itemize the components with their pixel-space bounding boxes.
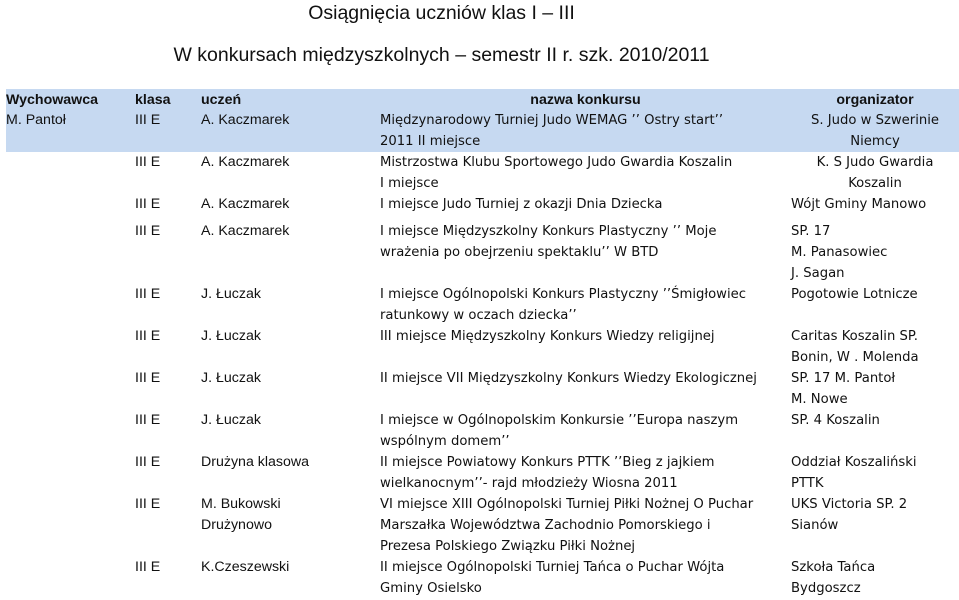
cell-klasa: III E: [135, 223, 161, 239]
cell-wychowawca: [6, 215, 135, 284]
cell-klasa: III E: [135, 559, 161, 575]
header-konkurs: nazwa konkursu: [380, 89, 791, 110]
cell-klasa: III E: [135, 412, 161, 428]
cell-uczen: A. Kaczmarek: [201, 223, 290, 239]
cell-uczen: J. Łuczak: [201, 370, 261, 386]
cell-wychowawca: M. Pantoł: [6, 110, 135, 152]
cell-klasa: III E: [135, 196, 161, 212]
cell-klasa: III E: [135, 154, 161, 170]
header-wychowawca: Wychowawca: [6, 89, 135, 110]
table-row: [6, 326, 959, 368]
cell-wychowawca: [6, 368, 135, 410]
cell-uczen: A. Kaczmarek: [201, 110, 380, 152]
table-row: [6, 110, 959, 152]
cell-klasa: III E: [135, 286, 161, 302]
cell-klasa: III E: [135, 370, 161, 386]
table-row: [6, 494, 959, 557]
table-body: [6, 110, 959, 599]
cell-uczen: A. Kaczmarek: [201, 154, 290, 170]
cell-uczen: J. Łuczak: [201, 412, 261, 428]
cell-organizator: S. Judo w Szwerinie Niemcy: [791, 110, 959, 152]
cell-klasa: III E: [135, 454, 161, 470]
cell-klasa: III E: [135, 496, 161, 512]
cell-wychowawca: [6, 410, 135, 452]
cell-konkurs: I miejsce Ogólnopolski Konkurs Plastyczny ’’Śmigłowiec ratunkowy w oczach dziecka’’: [380, 287, 746, 323]
cell-wychowawca: [6, 557, 135, 599]
table-row: [6, 410, 959, 452]
cell-konkurs: I miejsce Judo Turniej z okazji Dnia Dziecka: [380, 197, 663, 212]
cell-konkurs: I miejsce Międzyszkolny Konkurs Plastyczny ’’ Moje wrażenia po obejrzeniu spektaklu’’ W BTD: [380, 224, 717, 260]
cell-klasa: III E: [135, 110, 201, 152]
cell-klasa: III E: [135, 328, 161, 344]
cell-organizator: Oddział Koszaliński PTTK: [791, 455, 917, 491]
cell-organizator: SP. 17 M. Pantoł M. Nowe: [791, 371, 896, 407]
header-klasa: klasa: [135, 89, 201, 110]
cell-organizator: UKS Victoria SP. 2 Sianów: [791, 497, 908, 533]
cell-uczen: J. Łuczak: [201, 328, 261, 344]
cell-konkurs: VI miejsce XIII Ogólnopolski Turniej Piłki Nożnej O Puchar Marszałka Województwa Zachodnio Pomorskiego i Prezesa Polskiego Związku Piłki Nożnej: [380, 497, 754, 554]
cell-konkurs: Mistrzostwa Klubu Sportowego Judo Gwardia Koszalin I miejsce: [380, 155, 733, 191]
cell-uczen: A. Kaczmarek: [201, 196, 290, 212]
page-title: Osiągnięcia uczniów klas I – III: [308, 2, 575, 24]
cell-konkurs: Międzynarodowy Turniej Judo WEMAG ’’ Ostry start’’ 2011 II miejsce: [380, 110, 791, 152]
cell-konkurs: II miejsce Ogólnopolski Turniej Tańca o Puchar Wójta Gminy Osielsko: [380, 560, 725, 596]
cell-wychowawca: [6, 494, 135, 557]
cell-wychowawca: [6, 152, 135, 194]
achievements-table: [6, 89, 959, 599]
table-row: [6, 452, 959, 494]
cell-wychowawca: [6, 194, 135, 215]
cell-uczen: Drużyna klasowa: [201, 454, 310, 470]
table-row: [6, 194, 959, 215]
cell-konkurs: II miejsce VII Międzyszkolny Konkurs Wiedzy Ekologicznej: [380, 371, 757, 386]
header-uczen: uczeń: [201, 89, 380, 110]
cell-konkurs: II miejsce Powiatowy Konkurs PTTK ’’Bieg z jajkiem wielkanocnym’’- rajd młodzieży Wiosna 2011: [380, 455, 715, 491]
cell-wychowawca: [6, 284, 135, 326]
cell-organizator: Pogotowie Lotnicze: [791, 287, 918, 302]
cell-organizator: Caritas Koszalin SP. Bonin, W . Molenda: [791, 329, 919, 365]
table-row: [6, 557, 959, 599]
cell-organizator: K. S Judo Gwardia Koszalin: [816, 155, 934, 191]
cell-organizator: SP. 17 M. Panasowiec J. Sagan: [791, 224, 888, 281]
cell-wychowawca: [6, 326, 135, 368]
cell-organizator: Wójt Gminy Manowo: [791, 197, 927, 212]
page-subtitle: W konkursach międzyszkolnych – semestr II r. szk. 2010/2011: [173, 44, 710, 66]
table-row: [6, 284, 959, 326]
table-header-row: [6, 89, 959, 110]
cell-uczen: J. Łuczak: [201, 286, 261, 302]
cell-konkurs: I miejsce w Ogólnopolskim Konkursie ’’Europa naszym wspólnym domem’’: [380, 413, 739, 449]
cell-konkurs: III miejsce Międzyszkolny Konkurs Wiedzy religijnej: [380, 329, 715, 344]
table-row: [6, 215, 959, 284]
table-row: [6, 152, 959, 194]
header-organizator: organizator: [791, 89, 959, 110]
cell-organizator: SP. 4 Koszalin: [791, 413, 880, 428]
cell-organizator: Szkoła Tańca Bydgoszcz: [791, 560, 876, 596]
cell-uczen: K.Czeszewski: [201, 559, 290, 575]
cell-wychowawca: [6, 452, 135, 494]
table-row: [6, 368, 959, 410]
cell-uczen: M. Bukowski Drużynowo: [201, 496, 281, 533]
